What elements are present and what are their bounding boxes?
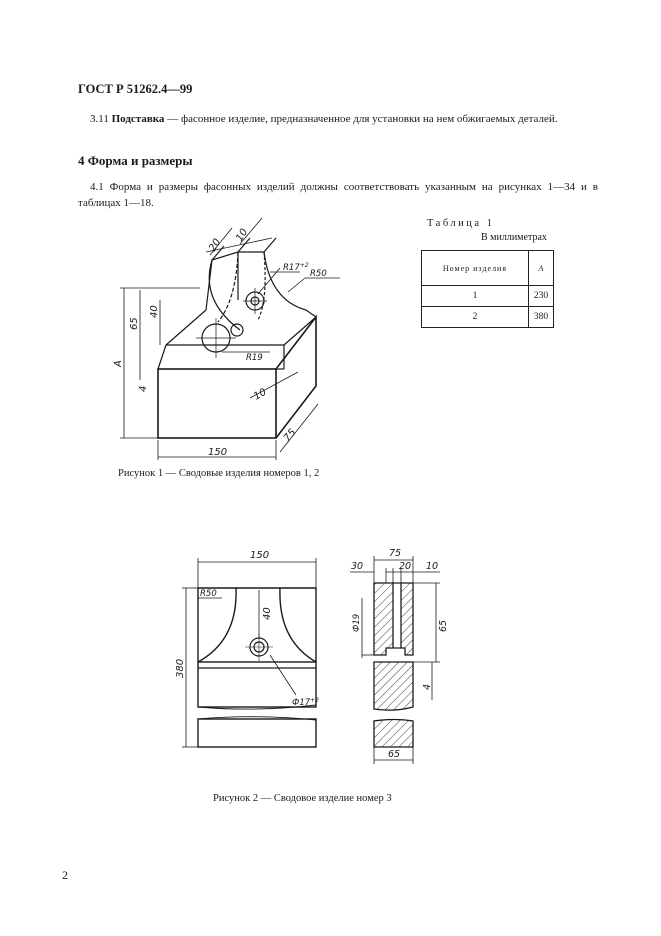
sec-dim-10: 10: [426, 561, 439, 572]
dim-r17: [283, 262, 309, 273]
cell-a: 380: [528, 307, 553, 328]
sec-dim-4: 4: [422, 683, 433, 690]
table-row: [422, 286, 554, 307]
figure-2-section-view: [340, 545, 460, 775]
table-header-row: [422, 251, 554, 286]
sec-dim-65: 65: [438, 619, 449, 632]
dim-r17-value: R17: [283, 263, 300, 273]
sec-dim-20: 20: [399, 561, 412, 572]
dim-r19: R19: [246, 353, 263, 363]
sec-dim-30: 30: [351, 561, 364, 572]
table-units: В миллиметрах: [481, 232, 547, 243]
dim-phi17-tolerance: +2: [310, 697, 319, 704]
paragraph-3-11: [78, 112, 598, 128]
figure-1-caption: Рисунок 1 — Сводовые изделия номеров 1, 2: [118, 468, 320, 479]
col-header-a: A: [528, 251, 553, 286]
dim-width-150: 150: [250, 550, 270, 561]
table-row: [422, 307, 554, 328]
cell-number: 2: [422, 307, 529, 328]
sec-dim-75: 75: [389, 548, 402, 559]
section-title: 4 Форма и размеры: [78, 153, 193, 168]
dim-height-40: 40: [149, 305, 160, 318]
clause-number: 3.11: [90, 113, 109, 125]
dim-width-150: 150: [208, 447, 228, 458]
dim-a: A: [113, 360, 124, 367]
dim-height-40: 40: [262, 607, 273, 620]
dim-r17-tolerance: +2: [299, 262, 309, 269]
figure-2-front-view: [175, 545, 330, 775]
front-view-outline: [198, 588, 316, 747]
dim-top-width: 20: [207, 236, 224, 254]
dim-top-depth: 10: [234, 226, 251, 244]
col-header-number: Номер изделия: [422, 251, 529, 286]
table-caption: Таблица 1: [427, 218, 495, 229]
page-number: 2: [62, 868, 68, 882]
document-code: ГОСТ Р 51262.4—99: [78, 82, 193, 96]
section-outline: [374, 583, 413, 747]
dim-height-65: 65: [129, 317, 140, 330]
figure-1-drawing: [100, 215, 360, 465]
dim-10: 10: [252, 386, 269, 403]
sec-dim-phi19: Ф19: [352, 613, 362, 632]
dim-r50: R50: [310, 269, 327, 279]
cell-a: 230: [528, 286, 553, 307]
table-1: [421, 250, 554, 328]
sec-dim-bottom-65: 65: [388, 749, 401, 760]
term-podstavka: Подставка: [111, 113, 165, 125]
term-definition: — фасонное изделие, предназначенное для установки на нем обжигаемых деталей.: [164, 113, 558, 125]
dim-phi17-value: Ф17: [292, 698, 311, 708]
dim-depth-75: 75: [281, 427, 299, 444]
figure-2-caption: Рисунок 2 — Сводовое изделие номер 3: [213, 793, 392, 804]
dim-r50: R50: [200, 589, 217, 599]
dim-height-4: 4: [138, 385, 149, 392]
paragraph-4-1: 4.1 Форма и размеры фасонных изделий должны соответствовать указанным на рисунках 1—34 и в таблицах 1—18.: [78, 181, 598, 209]
dim-height-380: 380: [175, 658, 186, 678]
cell-number: 1: [422, 286, 529, 307]
